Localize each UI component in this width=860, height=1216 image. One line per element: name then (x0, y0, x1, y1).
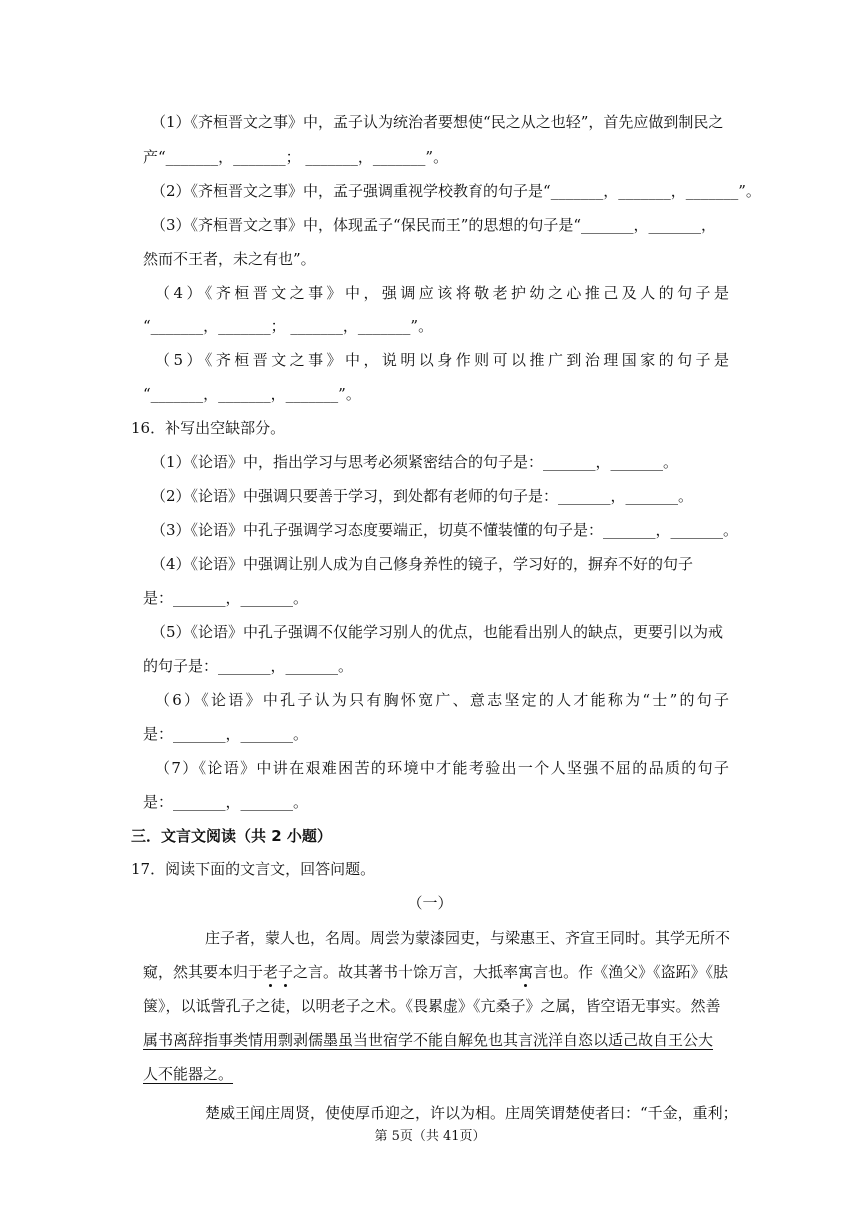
q15-item-4-line-2: “_______，_______； _______，_______”。 (143, 317, 434, 335)
section-3-heading: 三．文言文阅读（共 2 小题） (131, 827, 332, 845)
page-footer: 第 5页（共 41页） (374, 1129, 486, 1144)
q17-part-label: （一） (407, 894, 453, 912)
emphasis-char: 子 (278, 963, 294, 981)
passage-line-1: 庄子者，蒙人也，名周。周尝为蒙漆园吏，与梁惠王、齐宣王同时。其学无所不 (205, 929, 731, 947)
q16-item-1: （1）《论语》中，指出学习与思考必须紧密结合的句子是：_______，_______。 (151, 453, 679, 471)
q16-item-6-line-2: 是：_______，_______。 (143, 725, 309, 743)
q17-stem: 17．阅读下面的文言文，回答问题。 (131, 860, 376, 878)
q15-item-3-line-2: 然而不王者，未之有也”。 (143, 250, 316, 268)
passage-text: 言也。作《渔父》《盗跖》《胠 (533, 963, 729, 981)
q16-item-4-line-1: （4）《论语》中强调让别人成为自己修身养性的镜子，学习好的，摒弃不好的句子 (151, 555, 694, 573)
q16-item-3: （3）《论语》中孔子强调学习态度要端正，切莫不懂装懂的句子是：_______，_______。 (151, 521, 739, 539)
q15-item-2: （2）《齐桓晋文之事》中，孟子强调重视学校教育的句子是“_______，_______，_______”。 (151, 182, 761, 200)
q16-item-4-line-2: 是：_______，_______。 (143, 589, 309, 607)
q15-item-4-line-1: （4）《齐桓晋文之事》中，强调应该将敬老护幼之心推己及人的句子是 (155, 284, 729, 302)
q16-item-5-line-1: （5）《论语》中孔子强调不仅能学习别人的优点，也能看出别人的缺点，更要引以为戒 (151, 623, 724, 641)
passage-text: 窥，然其要本归于 (143, 963, 264, 981)
q15-item-1-line-1: （1）《齐桓晋文之事》中，孟子认为统治者要想使“民之从之也轻”，首先应做到制民之 (151, 113, 724, 131)
q15-item-3-line-1: （3）《齐桓晋文之事》中，体现孟子“保民而王”的思想的句子是“_______，_______， (151, 216, 717, 234)
passage-line-6: 楚威王闻庄周贤，使使厚币迎之，许以为相。庄周笑谓楚使者曰：“千金，重利； (205, 1104, 738, 1122)
q16-item-7-line-1: （7）《论语》中讲在艰难困苦的环境中才能考验出一个人坚强不屈的品质的句子 (155, 759, 729, 777)
passage-line-2 (143, 962, 728, 982)
q16-item-5-line-2: 的句子是：_______，_______。 (143, 657, 354, 675)
passage-text: 之言。故其著书十馀万言，大抵率 (293, 963, 519, 981)
passage-line-3: 箧》，以诋訾孔子之徒，以明老子之术。《畏累虚》《亢桑子》之属，皆空语无事实。然善 (143, 997, 721, 1015)
q16-item-6-line-1: （6）《论语》中孔子认为只有胸怀宽广、意志坚定的人才能称为“士”的句子 (155, 691, 729, 709)
q15-item-5-line-1: （5）《齐桓晋文之事》中，说明以身作则可以推广到治理国家的句子是 (155, 351, 729, 369)
q16-item-7-line-2: 是：_______，_______。 (143, 793, 309, 811)
passage-line-5-underlined: 人不能器之。 (143, 1065, 234, 1083)
q16-stem: 16．补写出空缺部分。 (131, 419, 286, 437)
q15-item-1-line-2: 产“_______，_______； _______，_______”。 (143, 148, 449, 166)
passage-line-4-underlined: 属书离辞指事类情用剽剥儒墨虽当世宿学不能自解免也其言洸洋自恣以适己故自王公大 (143, 1031, 714, 1049)
q16-item-2: （2）《论语》中强调只要善于学习，到处都有老师的句子是：_______，_______。 (151, 487, 694, 505)
q15-item-5-line-2: “_______，_______，_______”。 (143, 385, 361, 403)
emphasis-char: 寓 (518, 963, 534, 981)
emphasis-char: 老 (263, 963, 279, 981)
